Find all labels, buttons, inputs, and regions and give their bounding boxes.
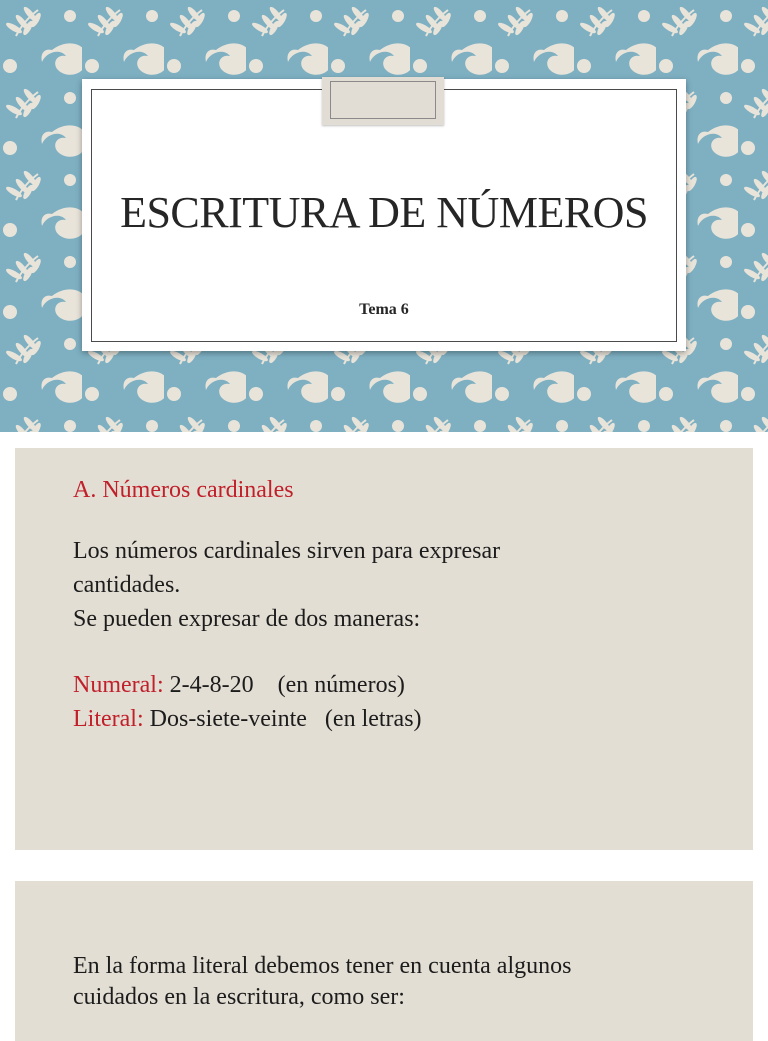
intro-paragraph (73, 534, 613, 636)
literal-form-slide (15, 881, 753, 1041)
paragraph-line: Se pueden expresar de dos maneras: (73, 606, 421, 632)
numeral-definition (73, 672, 405, 699)
paragraph-line: cantidades. (73, 572, 181, 598)
literal-definition (73, 706, 422, 733)
literal-value: Dos-siete-veinte (en letras) (143, 706, 422, 732)
title-card (82, 79, 686, 351)
title-tab-decoration (322, 77, 444, 125)
numeral-value: 2-4-8-20 (en números) (163, 672, 405, 698)
numeral-label: Numeral: (73, 672, 164, 698)
literal-label: Literal: (73, 706, 144, 732)
literal-paragraph (73, 951, 693, 1013)
title-tab-inner (330, 81, 436, 119)
paragraph-line: Los números cardinales sirven para expresar (73, 538, 501, 564)
section-heading: A. Números cardinales (73, 477, 294, 503)
paragraph-line: En la forma literal debemos tener en cuenta algunos (73, 953, 572, 979)
paragraph-line: cuidados en la escritura, como ser: (73, 984, 405, 1010)
slide-subtitle: Tema 6 (359, 301, 409, 318)
slide-title: ESCRITURA DE NÚMEROS (120, 188, 648, 237)
title-slide (0, 0, 768, 432)
cardinal-numbers-slide (15, 448, 753, 850)
